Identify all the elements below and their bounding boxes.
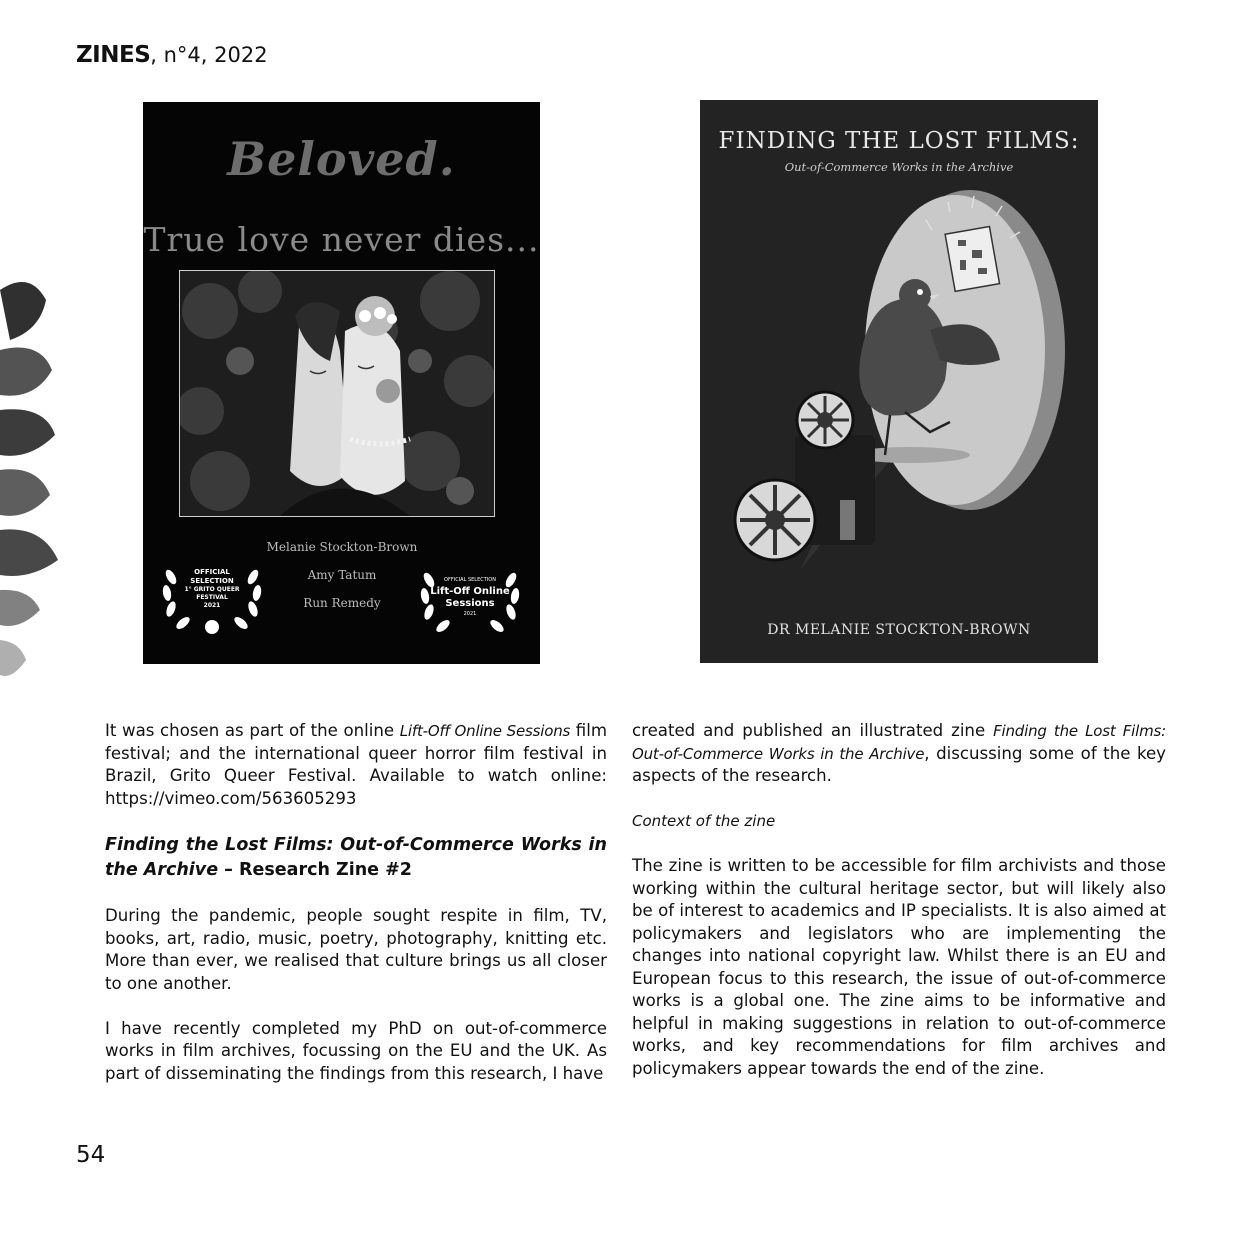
poster-tagline: True love never dies...	[143, 220, 540, 259]
laurel-2-line-1: OFFICIAL SELECTION	[444, 577, 496, 583]
laurel-1-line-5: 2021	[203, 602, 221, 609]
italic-zine-title: Finding the Lost Films: Out-of-Commerce Works in the Archive	[632, 722, 1166, 763]
laurel-1-line-3: 1° GRITO QUEER	[184, 586, 240, 593]
paragraph-festival	[105, 720, 607, 810]
paragraph-context: The zine is written to be accessible for film archivists and those working within the cultural heritage sector, but will likely also be of interest to academics and IP specialists. It is also aimed at policymakers and legislators who are implementing the changes into national copyright law. Whilst there is an EU and European focus to this research, the issue of out-of-commerce works is a global one. The zine aims to be informative and helpful in making suggestions in relation to out-of-commerce works, and key recommendations for film archives and policymakers appear towards the end of the zine.	[632, 856, 1166, 1078]
zine-cover-subtitle: Out-of-Commerce Works in the Archive	[784, 160, 1014, 174]
poster-credit-3: Run Remedy	[303, 596, 381, 610]
zine-cover-title: FINDING THE LOST FILMS:	[718, 128, 1080, 154]
zine-cover-author: DR MELANIE STOCKTON-BROWN	[767, 622, 1031, 638]
laurel-2-line-2: Lift-Off Online	[430, 586, 510, 597]
pigeon-projector-illustration	[700, 100, 1098, 663]
lift-off-laurel	[415, 562, 525, 642]
finding-lost-films-zine-cover	[700, 100, 1098, 663]
page-number: 54	[76, 1142, 106, 1168]
running-head	[76, 42, 268, 68]
italic-festival-name: Lift-Off Online Sessions	[399, 722, 571, 740]
text-run: , discussing some of the key aspects of the research.	[632, 743, 1166, 785]
subheading-context: Context of the zine	[632, 812, 776, 830]
text-run: film festival; and the international queer horror film festival in Brazil, Grito Queer Festival. Available to watch online: https://vimeo.com/563605293	[105, 721, 607, 808]
poster-photo	[179, 270, 495, 517]
heading-italic-title: Finding the Lost Films: Out-of-Commerce Works in the Archive	[105, 834, 607, 880]
paragraph-zine-intro	[632, 720, 1166, 788]
issue-info: , n°4, 2022	[150, 43, 268, 67]
left-text-column	[105, 720, 607, 1108]
poster-credit-2: Amy Tatum	[307, 568, 377, 582]
puppets-photo-illustration	[180, 271, 494, 516]
laurel-1-line-2: SELECTION	[190, 577, 234, 585]
section-heading	[105, 833, 607, 883]
paragraph-pandemic: During the pandemic, people sought respite in film, TV, books, art, radio, music, poetry, photography, knitting etc. More than ever, we realised that culture brings us all closer to one another.	[105, 906, 607, 993]
laurel-1-line-1: OFFICIAL	[194, 568, 230, 576]
grito-queer-laurel	[157, 557, 267, 637]
poster-credit-1: Melanie Stockton-Brown	[266, 540, 418, 554]
right-text-column	[632, 720, 1166, 1103]
text-run: It was chosen as part of the online	[105, 721, 400, 740]
paragraph-phd: I have recently completed my PhD on out-of-commerce works in film archives, focussing on the EU and the UK. As part of disseminating the findings from this research, I have	[105, 1018, 607, 1083]
heading-rest: – Research Zine #2	[218, 859, 412, 880]
laurel-2-line-4: 2021	[463, 611, 477, 617]
text-run: created and published an illustrated zine	[632, 721, 994, 740]
beloved-film-poster	[143, 102, 540, 664]
brush-stroke-decoration	[0, 270, 70, 710]
laurel-1-line-4: FESTIVAL	[196, 594, 228, 601]
poster-title: Beloved.	[227, 132, 456, 186]
journal-name: ZINES	[76, 42, 151, 68]
laurel-2-line-3: Sessions	[445, 598, 495, 609]
